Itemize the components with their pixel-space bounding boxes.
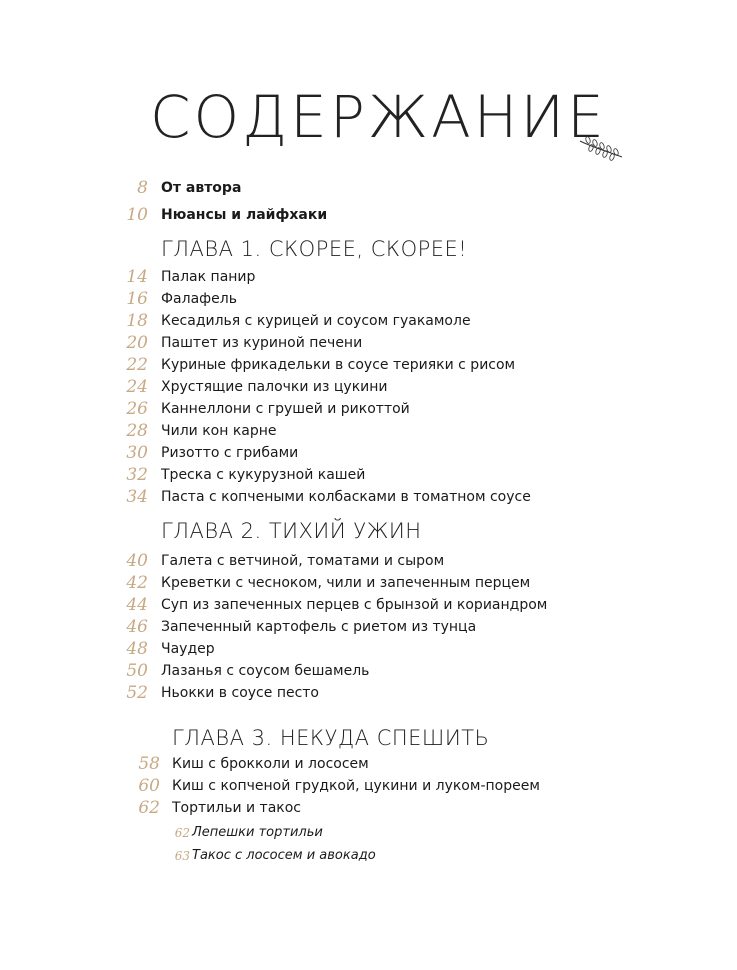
entry-title: Лепешки тортильи (192, 825, 323, 840)
page-title: СОДЕРЖАНИЕ (150, 83, 607, 151)
chapter-heading: ГЛАВА 1. СКОРЕЕ, СКОРЕЕ! (161, 237, 468, 261)
entry-title: Запеченный картофель с риетом из тунца (161, 619, 477, 635)
page-number: 62 (138, 798, 160, 818)
page-number: 52 (126, 683, 148, 703)
entry-title: Тортильи и такос (172, 800, 302, 816)
page-number: 20 (126, 333, 148, 353)
entry-title: Треска с кукурузной кашей (161, 467, 366, 483)
entry-title: Кесадилья с курицей и соусом гуакамоле (161, 313, 471, 329)
page-number: 22 (126, 355, 148, 375)
entry-title: Киш с копченой грудкой, цукини и луком-пореем (172, 778, 540, 794)
entry-title: Каннеллони с грушей и рикоттой (161, 401, 410, 417)
page-number: 50 (126, 661, 148, 681)
chapter-heading: ГЛАВА 2. ТИХИЙ УЖИН (161, 519, 422, 543)
entry-title: Нюансы и лайфхаки (161, 207, 328, 223)
page-number: 63 (174, 849, 190, 863)
entry-title: Суп из запеченных перцев с брынзой и кориандром (161, 597, 548, 613)
entry-title: Палак панир (161, 269, 256, 285)
page-number: 10 (126, 205, 148, 225)
entry-title: Паштет из куриной печени (161, 335, 363, 351)
page-number: 16 (126, 289, 148, 309)
page-number: 58 (138, 754, 160, 774)
entry-title: Галета с ветчиной, томатами и сыром (161, 553, 445, 569)
entry-title: Куриные фрикадельки в соусе терияки с рисом (161, 357, 516, 373)
entry-title: Хрустящие палочки из цукини (161, 379, 388, 395)
entry-title: Ньокки в соусе песто (161, 685, 319, 701)
page-number: 14 (126, 267, 148, 287)
entry-title: Креветки с чесноком, чили и запеченным перцем (161, 575, 531, 591)
page-number: 40 (126, 551, 148, 571)
entry-title: Лазанья с соусом бешамель (161, 663, 370, 679)
page-number: 42 (126, 573, 148, 593)
page-number: 44 (126, 595, 148, 615)
page-number: 8 (137, 178, 148, 198)
page-number: 62 (174, 826, 190, 840)
page-number: 18 (126, 311, 148, 331)
entry-title: Чили кон карне (161, 423, 277, 439)
page-number: 30 (126, 443, 148, 463)
page-number: 26 (126, 399, 148, 419)
chapter-heading: ГЛАВА 3. НЕКУДА СПЕШИТЬ (172, 726, 490, 750)
entry-title: Паста с копчеными колбасками в томатном соусе (161, 489, 531, 505)
page-number: 46 (126, 617, 148, 637)
page-number: 60 (138, 776, 160, 796)
entry-title: Ризотто с грибами (161, 445, 299, 461)
entry-title: Такос с лососем и авокадо (192, 848, 376, 863)
entry-title: От автора (161, 180, 242, 196)
sprig-ornament-icon (578, 135, 624, 161)
entry-title: Фалафель (161, 291, 237, 307)
page-number: 48 (126, 639, 148, 659)
page-number: 34 (126, 487, 148, 507)
entry-title: Киш с брокколи и лососем (172, 756, 369, 772)
page-number: 24 (126, 377, 148, 397)
entry-title: Чаудер (161, 641, 215, 657)
page-number: 32 (126, 465, 148, 485)
page-number: 28 (126, 421, 148, 441)
